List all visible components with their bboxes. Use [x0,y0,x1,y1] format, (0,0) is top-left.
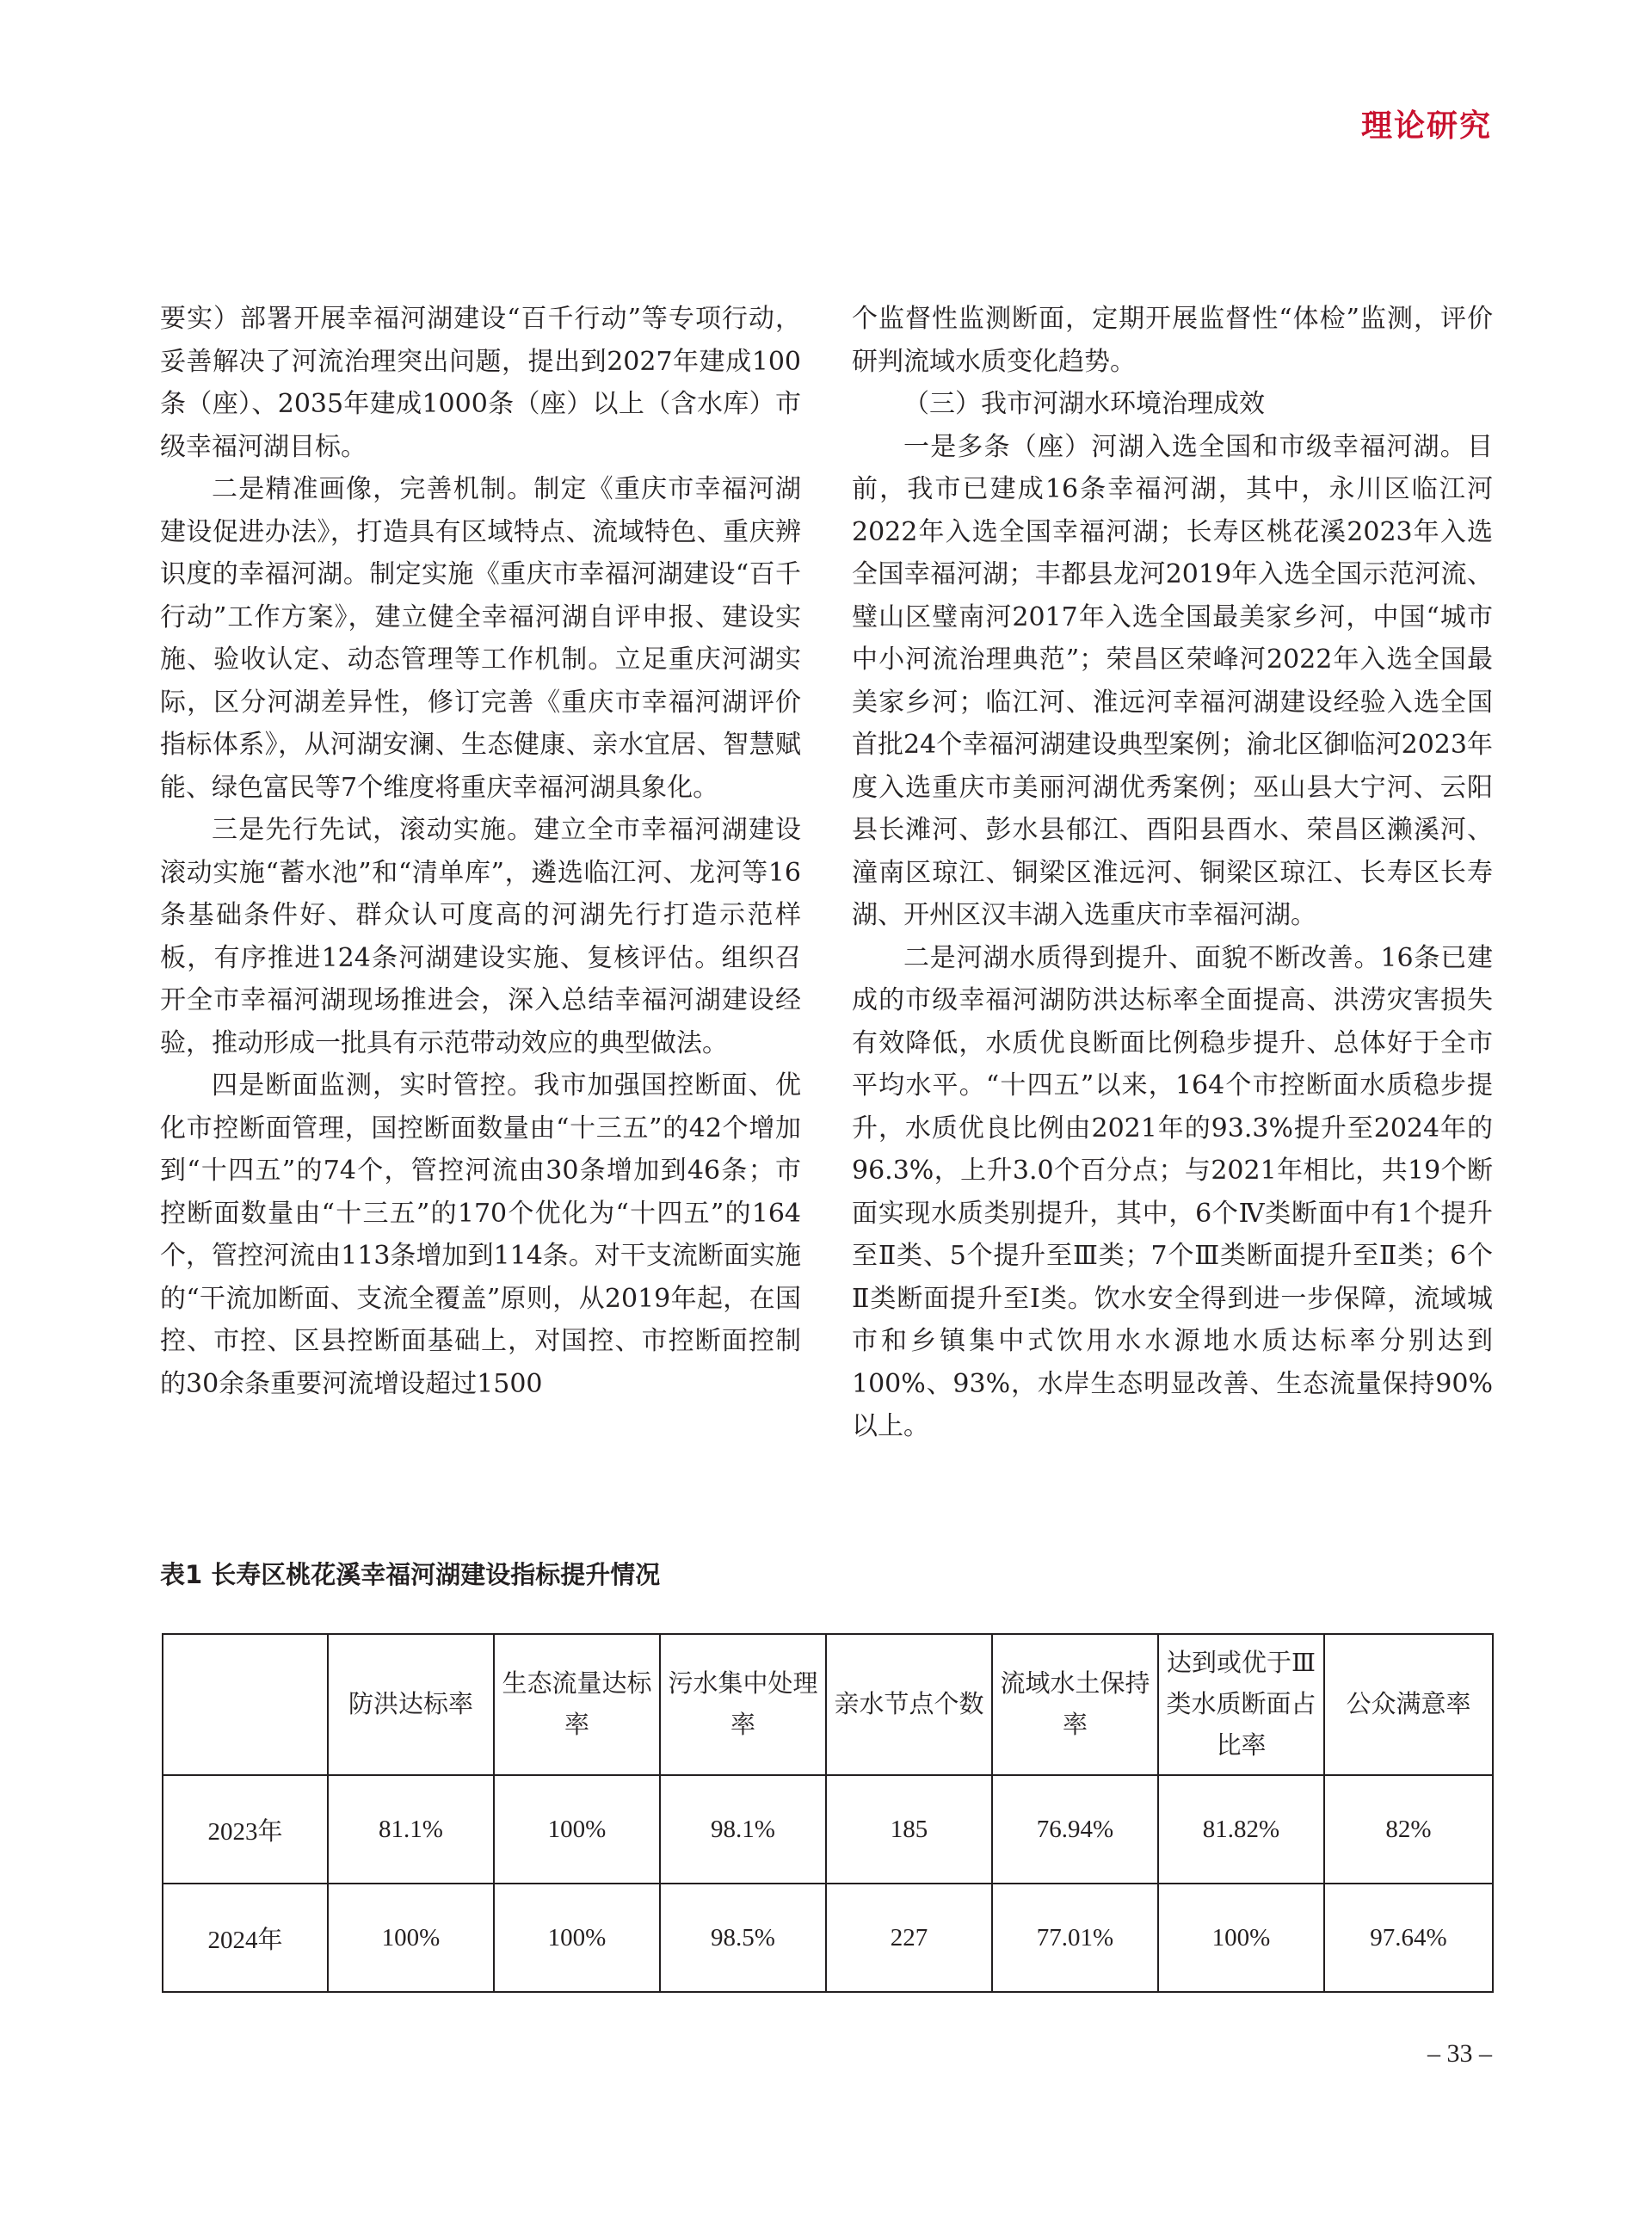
table-cell: 100% [1158,1884,1324,1992]
table-cell: 227 [826,1884,992,1992]
subsection-heading: （三）我市河湖水环境治理成效 [903,389,1265,419]
table-header-row [163,1634,1493,1775]
table-header-cell: 污水集中处理率 [660,1634,826,1775]
table-cell: 100% [328,1884,494,1992]
table-row [163,1884,1493,1992]
table-header-cell: 公众满意率 [1324,1634,1493,1775]
table-cell: 100% [494,1775,660,1884]
table-cell-year: 2024年 [163,1884,328,1992]
paragraph: 二是精准画像，完善机制。制定《重庆市幸福河湖建设促进办法》，打造具有区域特点、流域特色、重庆辨识度的幸福河湖。制定实施《重庆市幸福河湖建设“百千行动”工作方案》，建立健全幸福河湖自评申报、建设实施、验收认定、动态管理等工作机制。立足重庆河湖实际，区分河湖差异性，修订完善《重庆市幸福河湖评价指标体系》，从河湖安澜、生态健康、亲水宜居、智慧赋能、绿色富民等7个维度将重庆幸福河湖具象化。 [160,474,801,803]
table-cell: 77.01% [992,1884,1158,1992]
table-header-cell: 流域水土保持率 [992,1634,1158,1775]
table-header-cell: 防洪达标率 [328,1634,494,1775]
table-cell: 81.82% [1158,1775,1324,1884]
paragraph: 要实）部署开展幸福河湖建设“百千行动”等专项行动，妥善解决了河流治理突出问题，提出到2027年建成100条（座）、2035年建成1000条（座）以上（含水库）市级幸福河湖目标。 [160,304,801,462]
table-header-cell: 达到或优于Ⅲ类水质断面占比率 [1158,1634,1324,1775]
table-cell: 98.1% [660,1775,826,1884]
table-cell-year: 2023年 [163,1775,328,1884]
paragraph: 个监督性监测断面，定期开展监督性“体检”监测，评价研判流域水质变化趋势。 [852,304,1493,377]
table-cell: 81.1% [328,1775,494,1884]
page-number: – 33 – [1427,2039,1492,2068]
table-cell: 185 [826,1775,992,1884]
table-cell: 100% [494,1884,660,1992]
left-column [160,298,801,1405]
table-cell: 97.64% [1324,1884,1493,1992]
indicator-table [162,1633,1494,1993]
paragraph: 一是多条（座）河湖入选全国和市级幸福河湖。目前，我市已建成16条幸福河湖，其中，永川区临江河2022年入选全国幸福河湖；长寿区桃花溪2023年入选全国幸福河湖；丰都县龙河2019年入选全国示范河流、璧山区璧南河2017年入选全国最美家乡河，中国“城市中小河流治理典范”；荣昌区荣峰河2022年入选全国最美家乡河；临江河、淮远河幸福河湖建设经验入选全国首批24个幸福河湖建设典型案例；渝北区御临河2023年度入选重庆市美丽河湖优秀案例；巫山县大宁河、云阳县长滩河、彭水县郁江、酉阳县酉水、荣昌区濑溪河、潼南区琼江、铜梁区淮远河、铜梁区琼江、长寿区长寿湖、开州区汉丰湖入选重庆市幸福河湖。 [852,431,1493,930]
right-column [852,298,1493,1448]
section-tag: 理论研究 [1360,108,1492,144]
table-row [163,1775,1493,1884]
paragraph: 二是河湖水质得到提升、面貌不断改善。16条已建成的市级幸福河湖防洪达标率全面提高、洪涝灾害损失有效降低，水质优良断面比例稳步提升、总体好于全市平均水平。“十四五”以来，164个市控断面水质稳步提升，水质优良比例由2021年的93.3%提升至2024年的96.3%，上升3.0个百分点；与2021年相比，共19个断面实现水质类别提升，其中，6个Ⅳ类断面中有1个提升至Ⅱ类、5个提升至Ⅲ类；7个Ⅲ类断面提升至Ⅱ类；6个Ⅱ类断面提升至Ⅰ类。饮水安全得到进一步保障，流域城市和乡镇集中式饮用水水源地水质达标率分别达到100%、93%，水岸生态明显改善、生态流量保持90%以上。 [852,942,1493,1441]
table-header-cell: 生态流量达标率 [494,1634,660,1775]
table-cell: 98.5% [660,1884,826,1992]
table-header-cell: 亲水节点个数 [826,1634,992,1775]
table-header-cell [163,1634,328,1775]
paragraph: 三是先行先试，滚动实施。建立全市幸福河湖建设滚动实施“蓄水池”和“清单库”，遴选临江河、龙河等16条基础条件好、群众认可度高的河湖先行打造示范样板，有序推进124条河湖建设实施、复核评估。组织召开全市幸福河湖现场推进会，深入总结幸福河湖建设经验，推动形成一批具有示范带动效应的典型做法。 [160,815,801,1058]
paragraph: 四是断面监测，实时管控。我市加强国控断面、优化市控断面管理，国控断面数量由“十三五”的42个增加到“十四五”的74个，管控河流由30条增加到46条；市控断面数量由“十三五”的170个优化为“十四五”的164个，管控河流由113条增加到114条。对干支流断面实施的“干流加断面、支流全覆盖”原则，从2019年起，在国控、市控、区县控断面基础上，对国控、市控断面控制的30余条重要河流增设超过1500 [160,1070,801,1399]
table-cell: 76.94% [992,1775,1158,1884]
table-cell: 82% [1324,1775,1493,1884]
table-caption: 表1 长寿区桃花溪幸福河湖建设指标提升情况 [160,1560,661,1589]
